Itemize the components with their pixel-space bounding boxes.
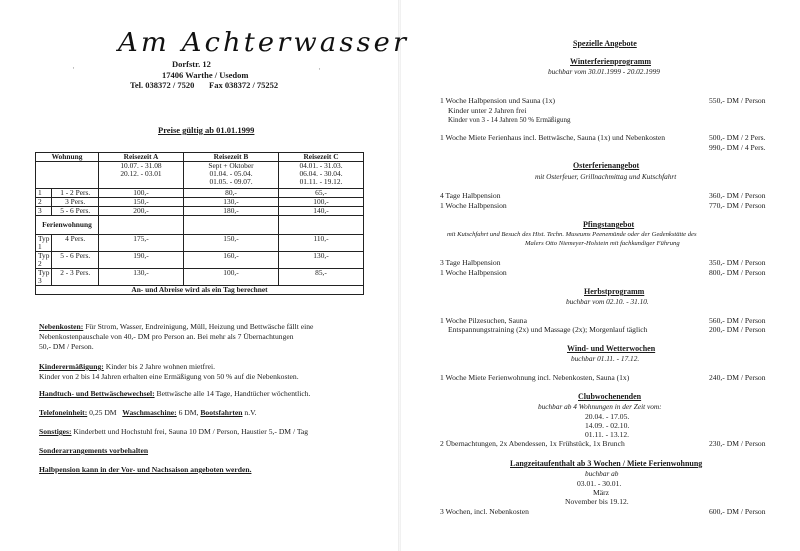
- club-date2: 14.09. - 02.10.: [585, 421, 630, 430]
- price-table: [35, 152, 364, 295]
- pfingst-price1: 350,- DM / Person: [709, 258, 766, 267]
- pfingst-price2: 800,- DM / Person: [709, 268, 766, 277]
- winter-price2a: 500,- DM / 2 Pers.: [709, 133, 766, 142]
- club-sub: buchbar ab 4 Wohnungen in der Zeit vom:: [538, 402, 662, 411]
- price-c: 140,-: [279, 207, 364, 216]
- herbst-item1: 1 Woche Pilzesuchen, Sauna: [440, 316, 527, 325]
- table-cell: [184, 216, 279, 235]
- row-label: 5 - 6 Pers.: [52, 207, 99, 216]
- lang-date2: März: [593, 488, 610, 497]
- price-a: 190,-: [99, 252, 184, 269]
- wasch-label: Waschmaschine:: [122, 408, 177, 417]
- price-b: 80,-: [184, 189, 279, 198]
- lang-item1: 3 Wochen, incl. Nebenkosten: [440, 507, 529, 516]
- kinder-line1: [39, 362, 215, 371]
- telephone: Tel. 038372 / 7520: [130, 80, 195, 90]
- table-cell: [99, 216, 184, 235]
- dates-c: 04.01. - 31.03. 06.04. - 30.04. 01.11. - 19.12.: [279, 162, 364, 189]
- pfingst-item2: 1 Woche Halbpension: [440, 268, 507, 277]
- winter-price1: 550,- DM / Person: [709, 96, 766, 105]
- boot-label: Bootsfahrten: [200, 408, 243, 417]
- lang-price1: 600,- DM / Person: [709, 507, 766, 516]
- wind-heading: Wind- und Wetterwochen: [567, 344, 656, 353]
- ferienwohnung-header: Ferienwohnung: [36, 216, 99, 235]
- oster-price1: 360,- DM / Person: [709, 191, 766, 200]
- nebenkosten-line3: 50,- DM / Person.: [39, 342, 94, 351]
- club-date3: 01.11. - 13.12.: [585, 430, 630, 439]
- oster-price2: 770,- DM / Person: [709, 201, 766, 210]
- brand-title: Am Achterwasser: [118, 28, 410, 58]
- price-b: 100,-: [184, 269, 279, 286]
- winter-note2: Kinder von 3 - 14 Jahren 50 % Ermäßigung: [448, 116, 571, 124]
- price-c: 130,-: [279, 252, 364, 269]
- sonstiges-text: Kinderbett und Hochstuhl frei, Sauna 10 DM / Person, Haustier 5,- DM / Tag: [71, 427, 309, 436]
- row-label: Typ 3: [36, 269, 52, 286]
- row-persons: 5 - 6 Pers.: [52, 252, 99, 269]
- row-persons: 2 - 3 Pers.: [52, 269, 99, 286]
- lang-heading: Langzeitaufenthalt ab 3 Wochen / Miete Ferienwohnung: [510, 459, 703, 468]
- special-offers-title: Spezielle Angebote: [573, 39, 637, 48]
- lang-date1: 03.01. - 30.01.: [577, 479, 622, 488]
- herbst-heading: Herbstprogramm: [584, 287, 645, 296]
- price-c: 110,-: [279, 235, 364, 252]
- nebenkosten-text: Für Strom, Wasser, Endreinigung, Müll, Heizung und Bettwäsche fällt eine: [83, 322, 314, 331]
- speck-mark: ·: [72, 63, 75, 73]
- street: Dorfstr. 12: [172, 59, 211, 69]
- col-header-c: Reisezeit C: [279, 153, 364, 162]
- table-footer: An- und Abreise wird als ein Tag berechnet: [36, 286, 364, 295]
- pfingst-item1: 3 Tage Halbpension: [440, 258, 501, 267]
- city: 17406 Warthe / Usedom: [162, 70, 249, 80]
- price-c: 65,-: [279, 189, 364, 198]
- price-b: 130,-: [184, 198, 279, 207]
- winter-heading: Winterferienprogramm: [570, 57, 652, 66]
- dates-b: Sept + Oktober 01.04. - 05.04. 01.05. - 09.07.: [184, 162, 279, 189]
- winter-price2b: 990,- DM / 4 Pers.: [709, 143, 766, 152]
- kinder-line2: Kinder von 2 bis 14 Jahren erhalten eine Ermäßigung von 50 % auf die Nebenkosten.: [39, 372, 299, 381]
- club-date1: 20.04. - 17.05.: [585, 412, 630, 421]
- row-number: 2: [36, 198, 52, 207]
- pfingst-sub2: Malers Otto Niemeyer-Holstein mit fachkundiger Führung: [525, 240, 680, 247]
- lang-sub: buchbar ab: [585, 469, 619, 478]
- price-a: 175,-: [99, 235, 184, 252]
- pfingst-heading: Pfingstangebot: [583, 220, 635, 229]
- table-row: [36, 252, 364, 269]
- price-a: 130,-: [99, 269, 184, 286]
- row-number: 1: [36, 189, 52, 198]
- wind-price1: 240,- DM / Person: [709, 373, 766, 382]
- oster-heading: Osterferienangebot: [573, 161, 640, 170]
- price-b: 180,-: [184, 207, 279, 216]
- col-header-a: Reisezeit A: [99, 153, 184, 162]
- speck-mark: ·: [318, 64, 321, 74]
- right-page: [400, 0, 800, 551]
- fax: Fax 038372 / 75252: [209, 80, 279, 90]
- winter-sub: buchbar vom 30.01.1999 - 20.02.1999: [548, 67, 660, 76]
- row-label: Typ 1: [36, 235, 52, 252]
- price-c: 100,-: [279, 198, 364, 207]
- herbst-item2: Entspannungstraining (2x) und Massage (2x); Morgenlauf täglich: [448, 325, 648, 334]
- price-a: 150,-: [99, 198, 184, 207]
- pfingst-sub1: mit Kutschfahrt und Besuch des Hist. Techn. Museums Peenemünde oder der Gedenkstätte des: [447, 231, 697, 238]
- handtuch-text: Bettwäsche alle 14 Tage, Handtücher wöchentlich.: [154, 389, 311, 398]
- row-label: 1 - 2 Pers.: [52, 189, 99, 198]
- handtuch-line: [39, 389, 310, 398]
- row-label: Typ 2: [36, 252, 52, 269]
- halbpension-note: Halbpension kann in der Vor- und Nachsaison angeboten werden.: [39, 465, 252, 474]
- row-number: 3: [36, 207, 52, 216]
- table-cell: [36, 162, 99, 189]
- table-cell: [279, 216, 364, 235]
- boot-text: n.V.: [242, 408, 257, 417]
- wind-sub: buchbar 01.11. - 17.12.: [571, 354, 640, 363]
- price-a: 200,-: [99, 207, 184, 216]
- price-b: 150,-: [184, 235, 279, 252]
- telefon-label: Telefoneinheit:: [39, 408, 88, 417]
- col-header-b: Reisezeit B: [184, 153, 279, 162]
- col-header-wohnung: Wohnung: [36, 153, 99, 162]
- sonstiges-label: Sonstiges:: [39, 427, 72, 436]
- price-b: 160,-: [184, 252, 279, 269]
- wasch-text: 6 DM,: [176, 408, 199, 417]
- oster-item2: 1 Woche Halbpension: [440, 201, 507, 210]
- oster-item1: 4 Tage Halbpension: [440, 191, 501, 200]
- club-heading: Clubwochenenden: [578, 392, 642, 401]
- herbst-sub: buchbar vom 02.10. - 31.10.: [566, 297, 649, 306]
- herbst-price1: 560,- DM / Person: [709, 316, 766, 325]
- telefon-text: 0,25 DM: [87, 408, 117, 417]
- handtuch-label: Handtuch- und Bettwäschewechsel:: [39, 389, 155, 398]
- winter-note1: Kinder unter 2 Jahren frei: [448, 106, 527, 115]
- kinder-label: Kinderermäßigung:: [39, 362, 104, 371]
- kinder-text: Kinder bis 2 Jahre wohnen mietfrei.: [103, 362, 215, 371]
- nebenkosten-line2: Nebenkostenpauschale von 40,- DM pro Person an. Bei mehr als 7 Übernachtungen: [39, 332, 294, 341]
- club-price1: 230,- DM / Person: [709, 439, 766, 448]
- price-a: 100,-: [99, 189, 184, 198]
- oster-sub: mit Osterfeuer, Grillnachmittag und Kutschfahrt: [535, 172, 677, 181]
- table-row: [36, 235, 364, 252]
- winter-item2: 1 Woche Miete Ferienhaus incl. Bettwäsche, Sauna (1x) und Nebenkosten: [440, 133, 666, 142]
- winter-item1: 1 Woche Halbpension und Sauna (1x): [440, 96, 556, 105]
- row-label: 3 Pers.: [52, 198, 99, 207]
- club-item1: 2 Übernachtungen, 2x Abendessen, 1x Frühstück, 1x Brunch: [440, 439, 625, 448]
- table-row: [36, 269, 364, 286]
- table-row: [36, 207, 364, 216]
- extras-line: [39, 408, 257, 417]
- price-c: 85,-: [279, 269, 364, 286]
- sonstiges-line: [39, 427, 308, 436]
- herbst-price2: 200,- DM / Person: [709, 325, 766, 334]
- wind-item1: 1 Woche Miete Ferienwohnung incl. Nebenkosten, Sauna (1x): [440, 373, 630, 382]
- nebenkosten-label: Nebenkosten:: [39, 322, 84, 331]
- lang-date3: November bis 19.12.: [565, 497, 629, 506]
- sonder-note: Sonderarrangements vorbehalten: [39, 446, 149, 455]
- row-persons: 4 Pers.: [52, 235, 99, 252]
- dates-a: 10.07. - 31.08 20.12. - 03.01: [99, 162, 184, 189]
- nebenkosten-line1: [39, 322, 313, 331]
- valid-from: Preise gültig ab 01.01.1999: [158, 125, 255, 135]
